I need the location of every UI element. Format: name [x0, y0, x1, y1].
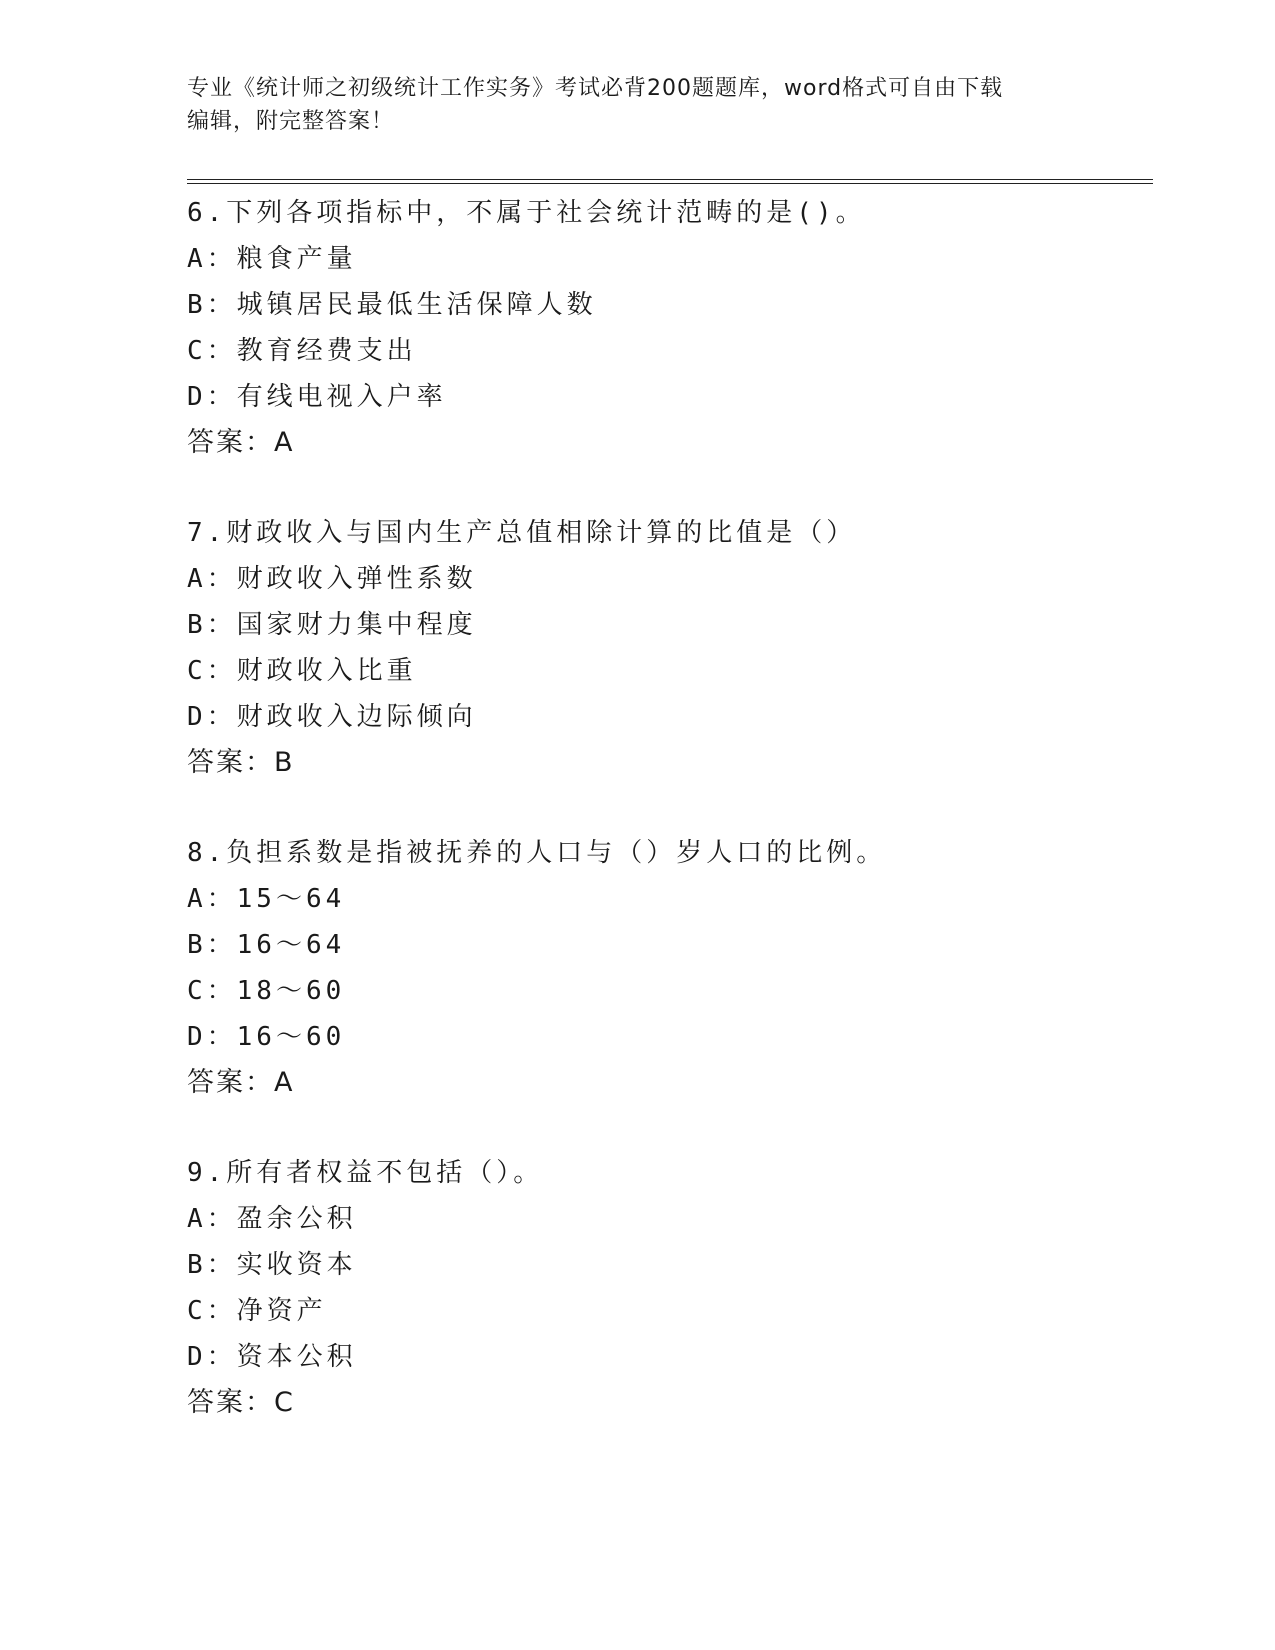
- question-9: [187, 1150, 1147, 1426]
- option-d: D：16～60: [187, 1022, 346, 1052]
- header-divider-top: [187, 179, 1153, 180]
- answer-label: 答案：A: [187, 1067, 295, 1098]
- header-divider-bottom: [187, 183, 1153, 184]
- header-line-2: 编辑，附完整答案！: [187, 109, 395, 134]
- option-b: B：16～64: [187, 930, 346, 960]
- answer-label: 答案：B: [187, 747, 295, 778]
- option-d: D：有线电视入户率: [187, 382, 447, 412]
- option-c: C：18～60: [187, 976, 346, 1006]
- question-7: [187, 510, 1147, 786]
- answer-label: 答案：C: [187, 1387, 295, 1418]
- option-c: C：教育经费支出: [187, 336, 417, 366]
- question-stem: 8.负担系数是指被抚养的人口与（）岁人口的比例。: [187, 838, 887, 868]
- option-a: A：15～64: [187, 884, 346, 914]
- option-c: C：净资产: [187, 1296, 327, 1326]
- question-8: [187, 830, 1147, 1106]
- question-stem: 7.财政收入与国内生产总值相除计算的比值是（）: [187, 518, 857, 548]
- answer-label: 答案：A: [187, 427, 295, 458]
- option-a: A：盈余公积: [187, 1204, 357, 1234]
- question-stem: 6.下列各项指标中，不属于社会统计范畴的是()。: [187, 198, 866, 228]
- question-stem: 9.所有者权益不包括（）。: [187, 1158, 544, 1188]
- option-c: C：财政收入比重: [187, 656, 417, 686]
- option-b: B：国家财力集中程度: [187, 610, 477, 640]
- option-d: D：资本公积: [187, 1342, 357, 1372]
- document-header: [187, 72, 1087, 138]
- question-6: [187, 190, 1147, 466]
- option-b: B：城镇居民最低生活保障人数: [187, 290, 597, 320]
- option-b: B：实收资本: [187, 1250, 357, 1280]
- option-a: A：粮食产量: [187, 244, 357, 274]
- header-line-1: 专业《统计师之初级统计工作实务》考试必背200题题库，word格式可自由下载: [187, 76, 1004, 101]
- option-a: A：财政收入弹性系数: [187, 564, 477, 594]
- option-d: D：财政收入边际倾向: [187, 702, 477, 732]
